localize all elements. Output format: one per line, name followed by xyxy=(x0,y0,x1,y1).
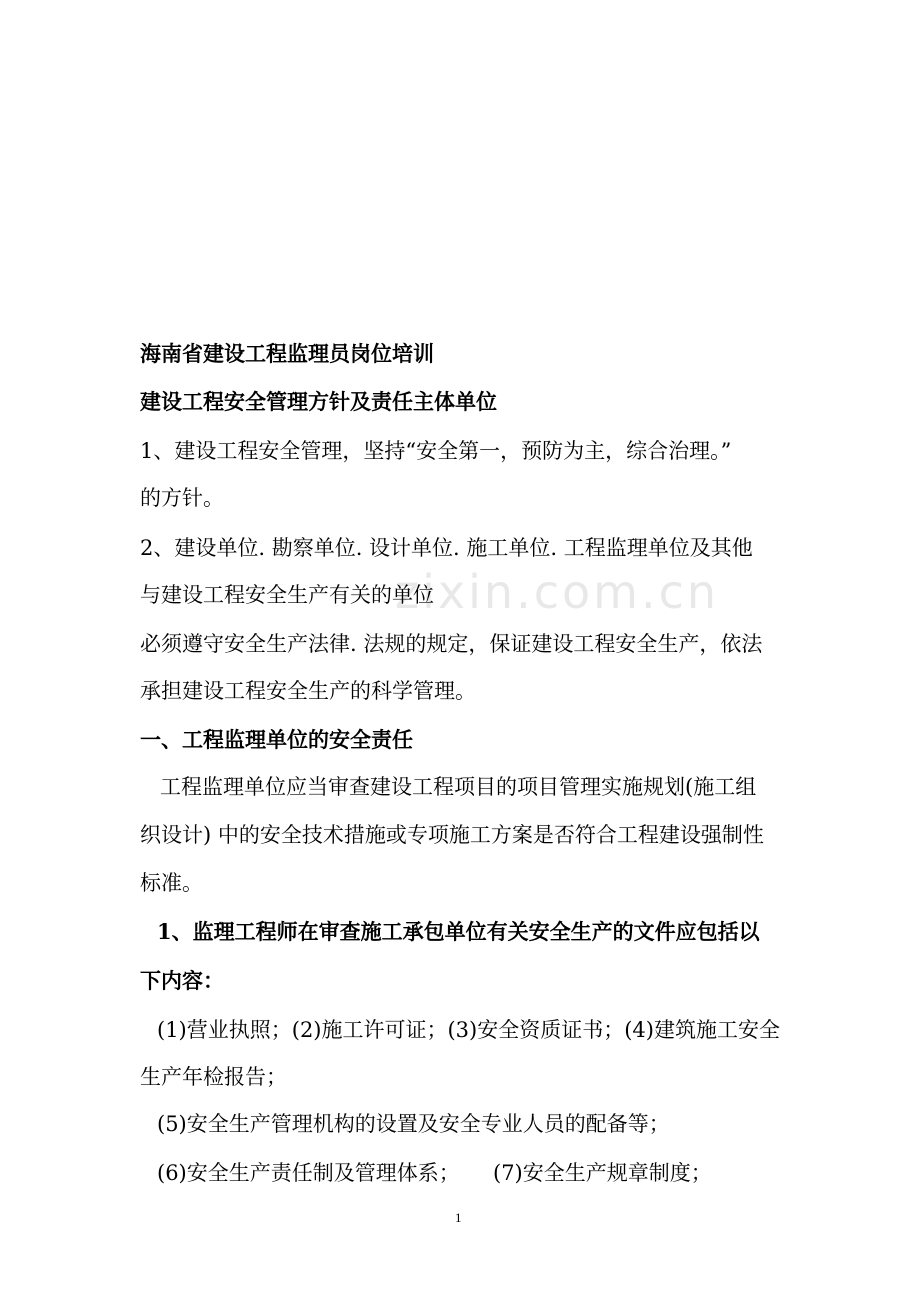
page-number: 1 xyxy=(455,1210,462,1225)
paragraph-line: 承担建设工程安全生产的科学管理。 xyxy=(140,679,476,703)
list-line: (1)营业执照；(2)施工许可证；(3)安全资质证书；(4)建筑施工安全 xyxy=(157,1018,780,1042)
item-heading: 下内容： xyxy=(140,968,224,993)
watermark: zixin.com.cn xyxy=(395,565,720,619)
document-subtitle: 建设工程安全管理方针及责任主体单位 xyxy=(140,389,497,414)
paragraph-line: 工程监理单位应当审查建设工程项目的项目管理实施规划(施工组 xyxy=(160,775,757,799)
list-line: (6)安全生产责任制及管理体系； xyxy=(157,1161,460,1185)
document-title: 海南省建设工程监理员岗位培训 xyxy=(140,341,434,366)
paragraph-line: 的方针。 xyxy=(140,486,224,510)
section-heading: 一、工程监理单位的安全责任 xyxy=(140,727,413,752)
item-heading: 1、监理工程师在审查施工承包单位有关安全生产的文件应包括以 xyxy=(157,919,760,944)
list-line: 生产年检报告； xyxy=(140,1065,287,1089)
list-line: (7)安全生产规章制度； xyxy=(493,1161,712,1185)
paragraph-line: 织设计) 中的安全技术措施或专项施工方案是否符合工程建设强制性 xyxy=(140,823,764,847)
paragraph-line: 必须遵守安全生产法律. 法规的规定，保证建设工程安全生产，依法 xyxy=(140,632,763,656)
paragraph-line: 与建设工程安全生产有关的单位 xyxy=(140,583,434,607)
paragraph-line: 1、建设工程安全管理，坚持“安全第一，预防为主，综合治理。” xyxy=(140,439,732,463)
paragraph-line: 标准。 xyxy=(140,871,203,895)
list-line: (5)安全生产管理机构的设置及安全专业人员的配备等； xyxy=(157,1112,670,1136)
paragraph-line: 2、建设单位. 勘察单位. 设计单位. 施工单位. 工程监理单位及其他 xyxy=(140,536,753,560)
